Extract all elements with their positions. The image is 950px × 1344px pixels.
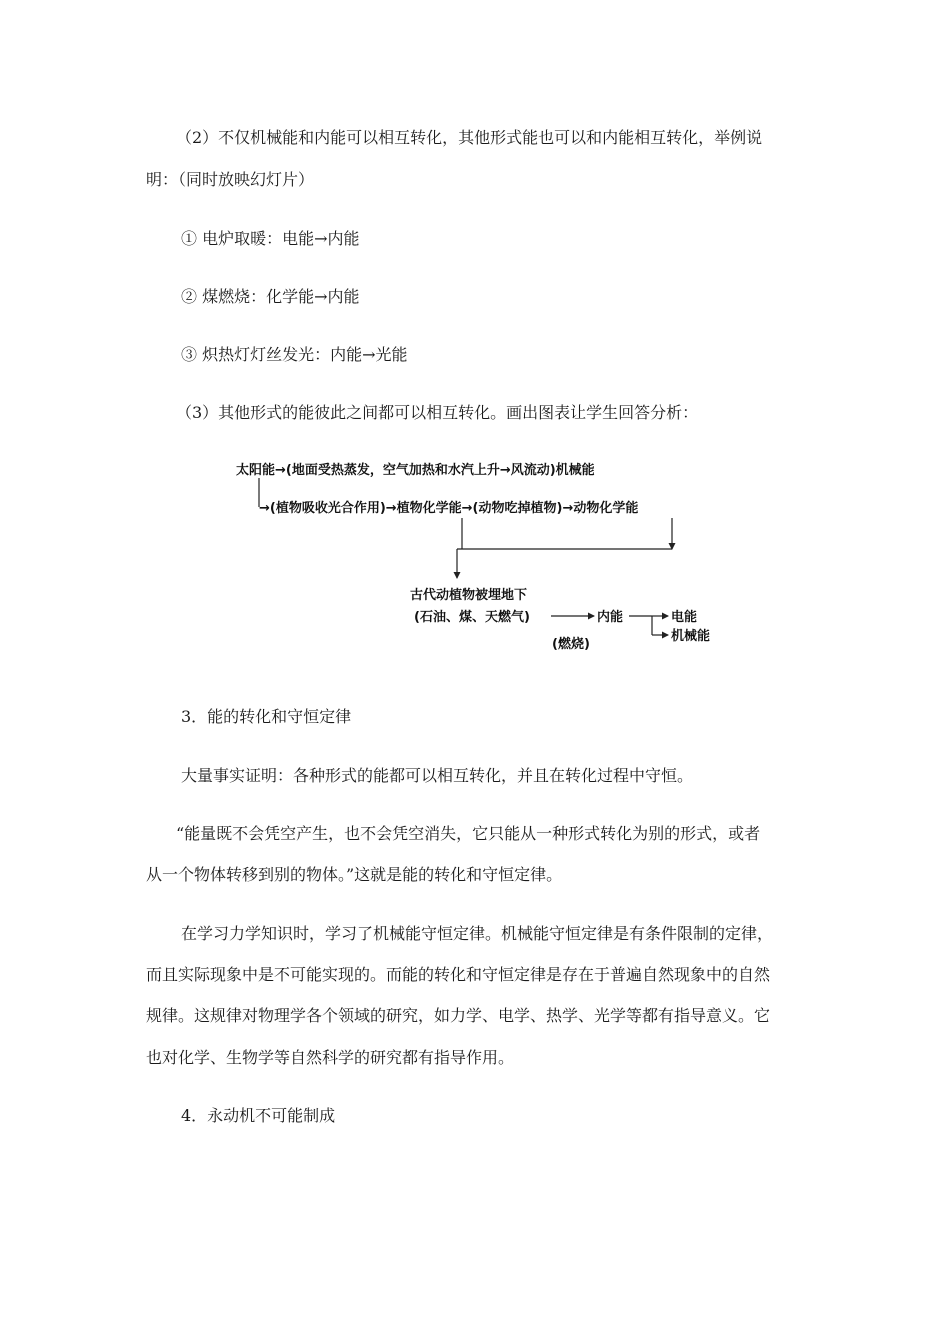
heading-4: 4．永动机不可能制成 — [181, 1106, 336, 1125]
example-item-3: ③ 炽热灯灯丝发光：内能→光能 — [181, 345, 408, 364]
fossil-line1-text: 古代动植物被埋地下 — [410, 588, 528, 603]
burning-label: (燃烧) — [552, 637, 590, 652]
fossil-line2-text: (石油、煤、天燃气) — [414, 610, 530, 625]
section3-intro: （3）其他形式的能彼此之间都可以相互转化。画出图表让学生回答分析： — [176, 403, 699, 422]
para3-line2: 而且实际现象中是不可能实现的。而能的转化和守恒定律是存在于普遍自然现象中的自然 — [146, 965, 771, 984]
example-item-2: ② 煤燃烧：化学能→内能 — [181, 287, 360, 306]
para3-line4: 也对化学、生物学等自然科学的研究都有指导作用。 — [146, 1048, 515, 1067]
electric-energy-text: 电能 — [671, 610, 698, 625]
diagram-row1-text: 太阳能→(地面受热蒸发，空气加热和水汽上升→风流动)机械能 — [236, 463, 595, 478]
para1: 大量事实证明：各种形式的能都可以相互转化，并且在转化过程中守恒。 — [181, 766, 694, 785]
para2-line2: 从一个物体转移到别的物体。”这就是能的转化和守恒定律。 — [146, 865, 563, 884]
internal-energy-text: 内能 — [597, 610, 624, 625]
para2-line1: “能量既不会凭空产生，也不会凭空消失，它只能从一种形式转化为别的形式，或者 — [176, 824, 761, 843]
mechanical-energy-text: 机械能 — [671, 629, 711, 644]
section2-line2: 明：（同时放映幻灯片） — [146, 170, 315, 189]
section2-line1: （2）不仅机械能和内能可以相互转化，其他形式能也可以和内能相互转化，举例说 — [176, 128, 763, 147]
example-item-1: ① 电炉取暖：电能→内能 — [181, 229, 360, 248]
diagram-row2-text: →(植物吸收光合作用)→植物化学能→(动物吃掉植物)→动物化学能 — [259, 501, 639, 516]
para3-line1: 在学习力学知识时，学习了机械能守恒定律。机械能守恒定律是有条件限制的定律， — [181, 924, 774, 943]
heading-3: 3．能的转化和守恒定律 — [181, 707, 352, 726]
para3-line3: 规律。这规律对物理学各个领域的研究，如力学、电学、热学、光学等都有指导意义。它 — [146, 1006, 771, 1025]
